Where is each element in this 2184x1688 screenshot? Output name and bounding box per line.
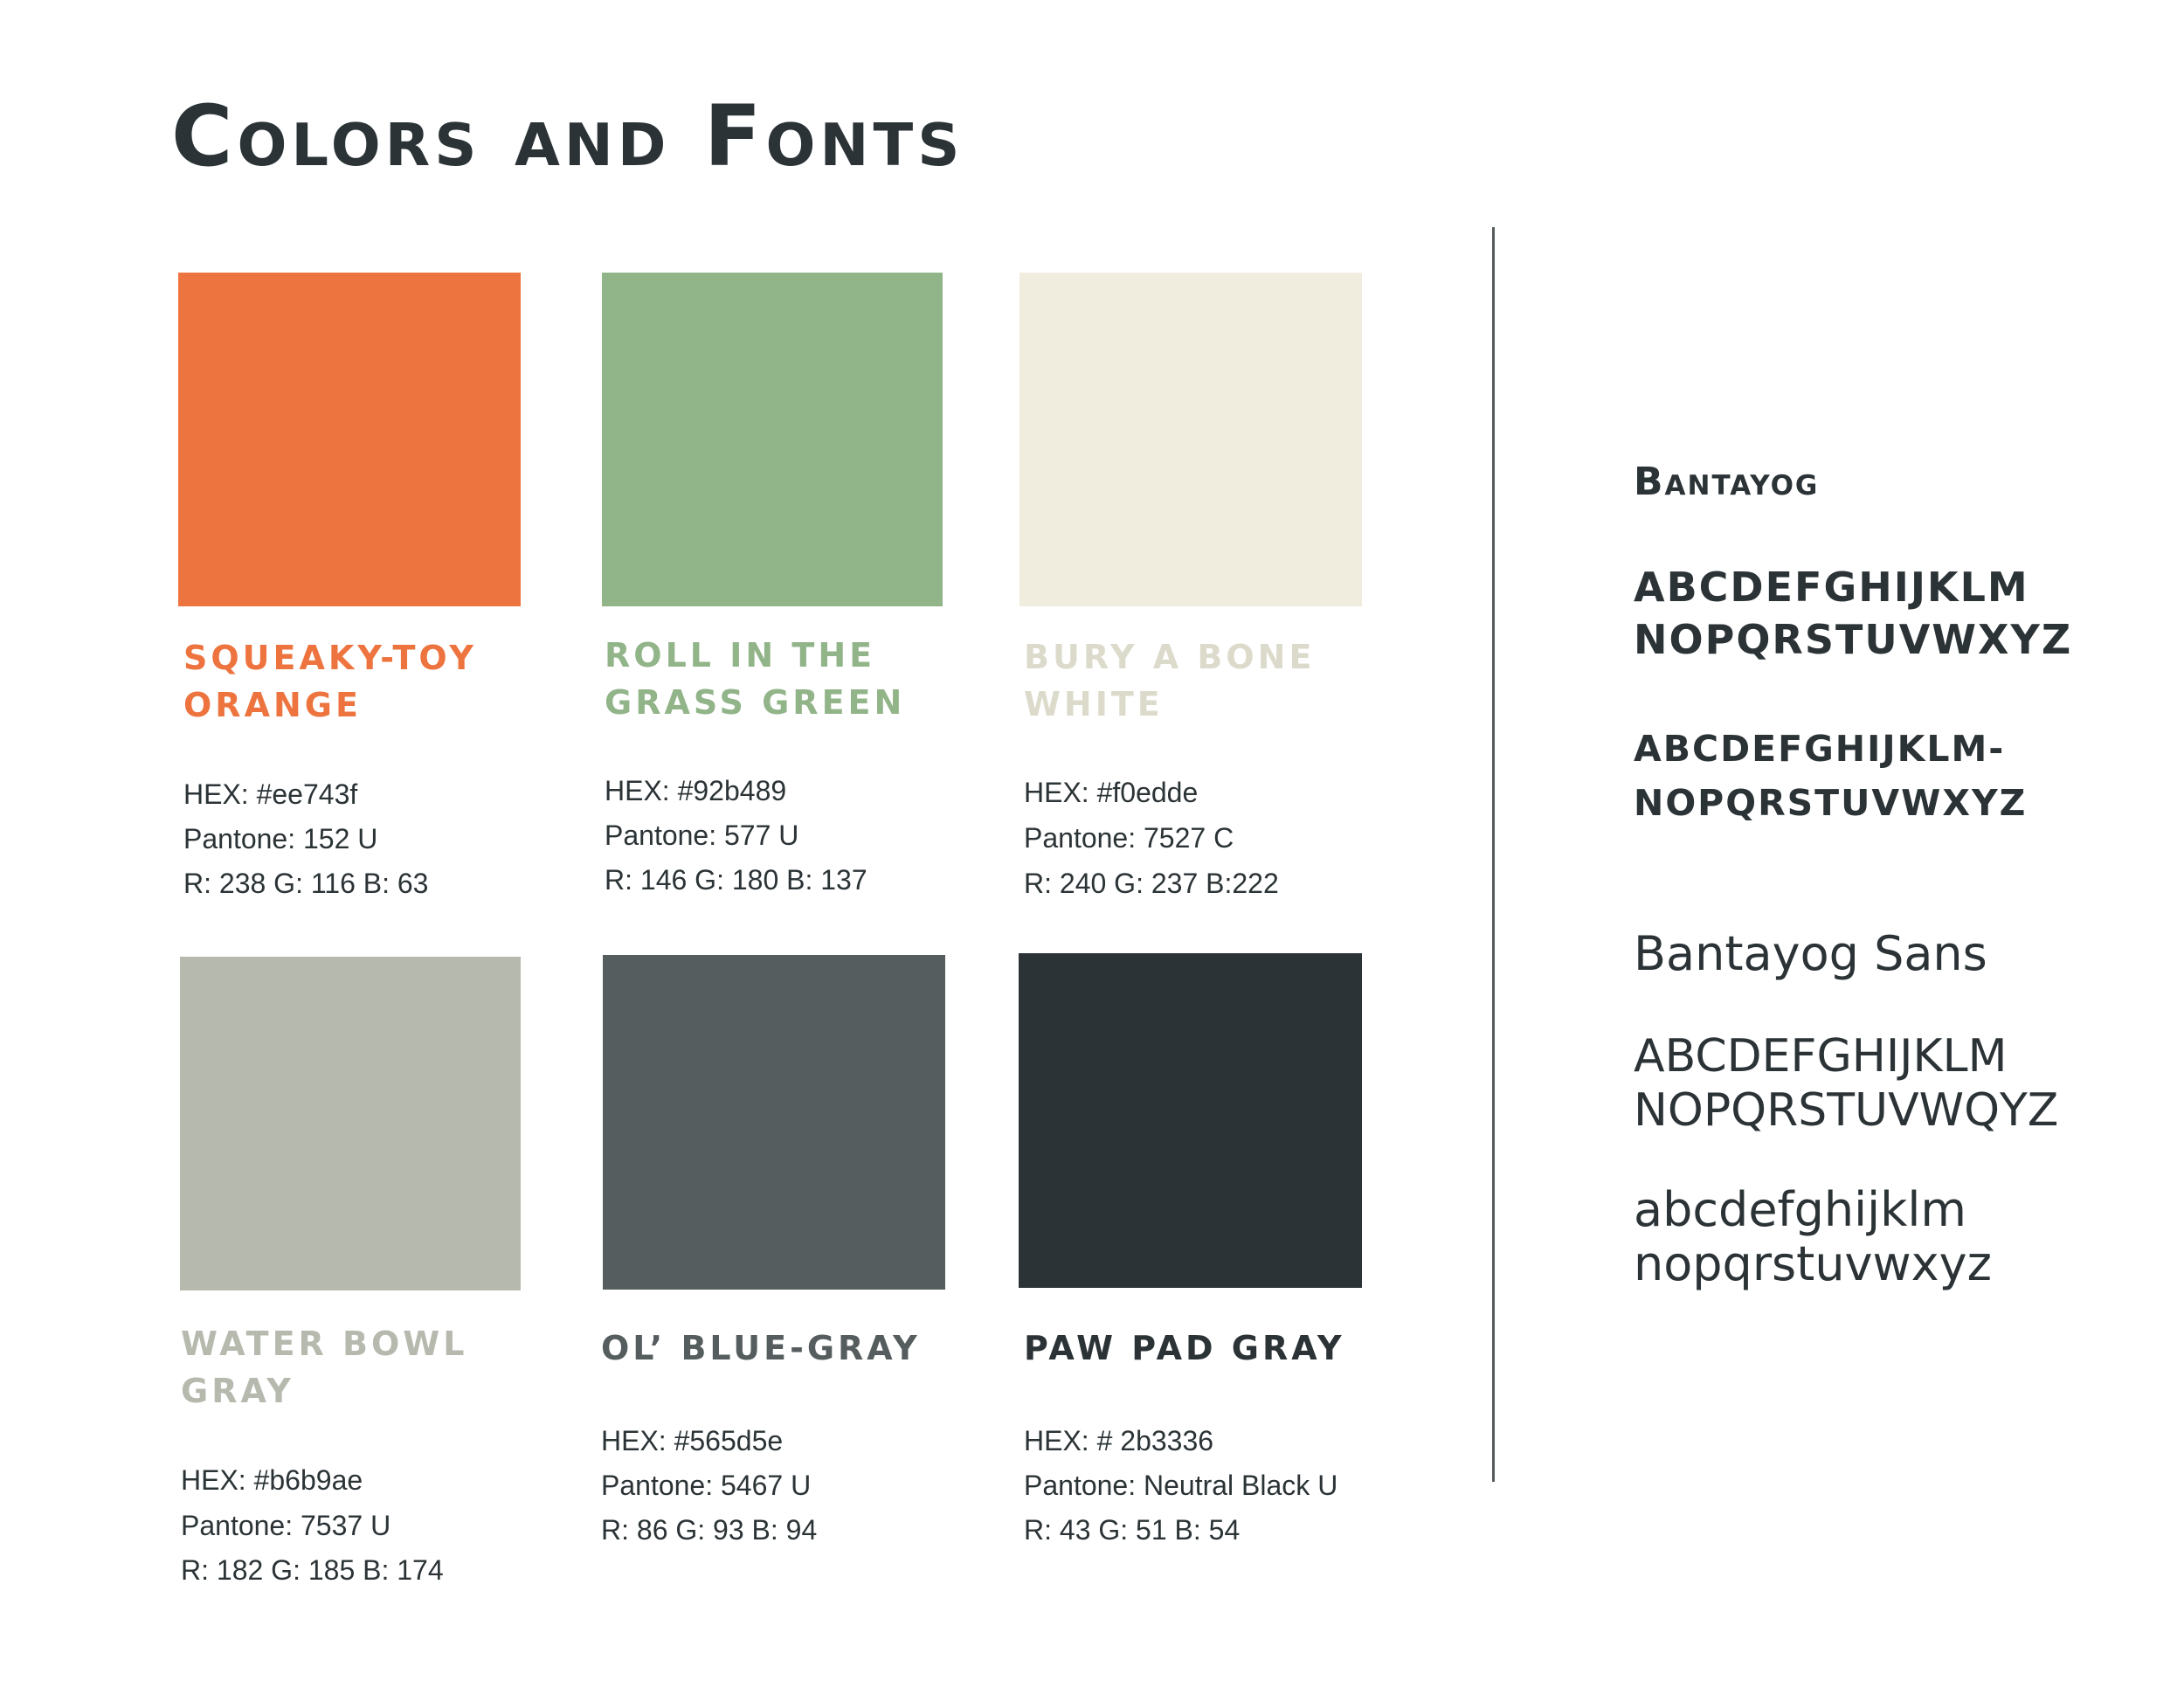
swatch-hex: HEX: #f0edde [1024,777,1199,808]
display-font-uppercase-sample: ABCDEFGHIJKLM NOPQRSTUVWXYZ [1634,564,2073,663]
swatch-rgb: R: 43 G: 51 B: 54 [1024,1514,1241,1546]
swatch-pantone: Pantone: 7527 C [1024,822,1234,854]
page-title: Colors and Fonts [171,87,964,185]
swatch-hex: HEX: #92b489 [605,775,787,806]
swatch-water-bowl-gray [180,957,521,1290]
vertical-divider [1492,227,1495,1482]
swatch-rgb: R: 146 G: 180 B: 137 [605,864,867,896]
swatch-name: OL’ BLUE-GRAY [601,1329,921,1367]
sans-font-lowercase-sample: abcdefghijklm nopqrstuvwxyz [1634,1182,1992,1291]
sans-font-uppercase-sample: ABCDEFGHIJKLM NOPQRSTUVWQYZ [1634,1030,2059,1137]
swatch-bone-white [1019,273,1362,606]
swatch-hex: HEX: #565d5e [601,1425,784,1456]
swatch-pantone: Pantone: 577 U [605,820,799,851]
swatch-rgb: R: 238 G: 116 B: 63 [183,868,429,899]
swatch-pantone: Pantone: Neutral Black U [1024,1470,1338,1501]
display-font-name: Bantayog [1634,460,1820,504]
swatch-pantone: Pantone: 7537 U [181,1510,391,1541]
sans-font-name: Bantayog Sans [1634,926,1987,981]
swatch-squeaky-toy-orange [178,273,521,606]
swatch-rgb: R: 182 G: 185 B: 174 [181,1554,444,1586]
swatch-pantone: Pantone: 152 U [183,823,378,854]
swatch-name: PAW PAD GRAY [1024,1329,1345,1367]
swatch-rgb: R: 240 G: 237 B:222 [1024,868,1279,899]
swatch-name: BURY A BONE WHITE [1024,638,1316,723]
swatch-paw-pad-gray [1019,953,1362,1288]
swatch-hex: HEX: # 2b3336 [1024,1425,1214,1456]
swatch-grass-green [602,273,943,606]
swatch-name: WATER BOWL GRAY [181,1325,468,1410]
display-font-alternate-sample: ABCDEFGHIJKLM- NOPQRSTUVWXYZ [1634,728,2028,824]
swatch-hex: HEX: #ee743f [183,778,358,810]
swatch-name: SQUEAKY-TOY ORANGE [183,639,477,724]
swatch-hex: HEX: #b6b9ae [181,1464,363,1496]
swatch-name: ROLL IN THE GRASS GREEN [605,636,906,722]
swatch-pantone: Pantone: 5467 U [601,1470,812,1501]
swatch-ol-blue-gray [603,955,945,1290]
swatch-rgb: R: 86 G: 93 B: 94 [601,1514,818,1546]
